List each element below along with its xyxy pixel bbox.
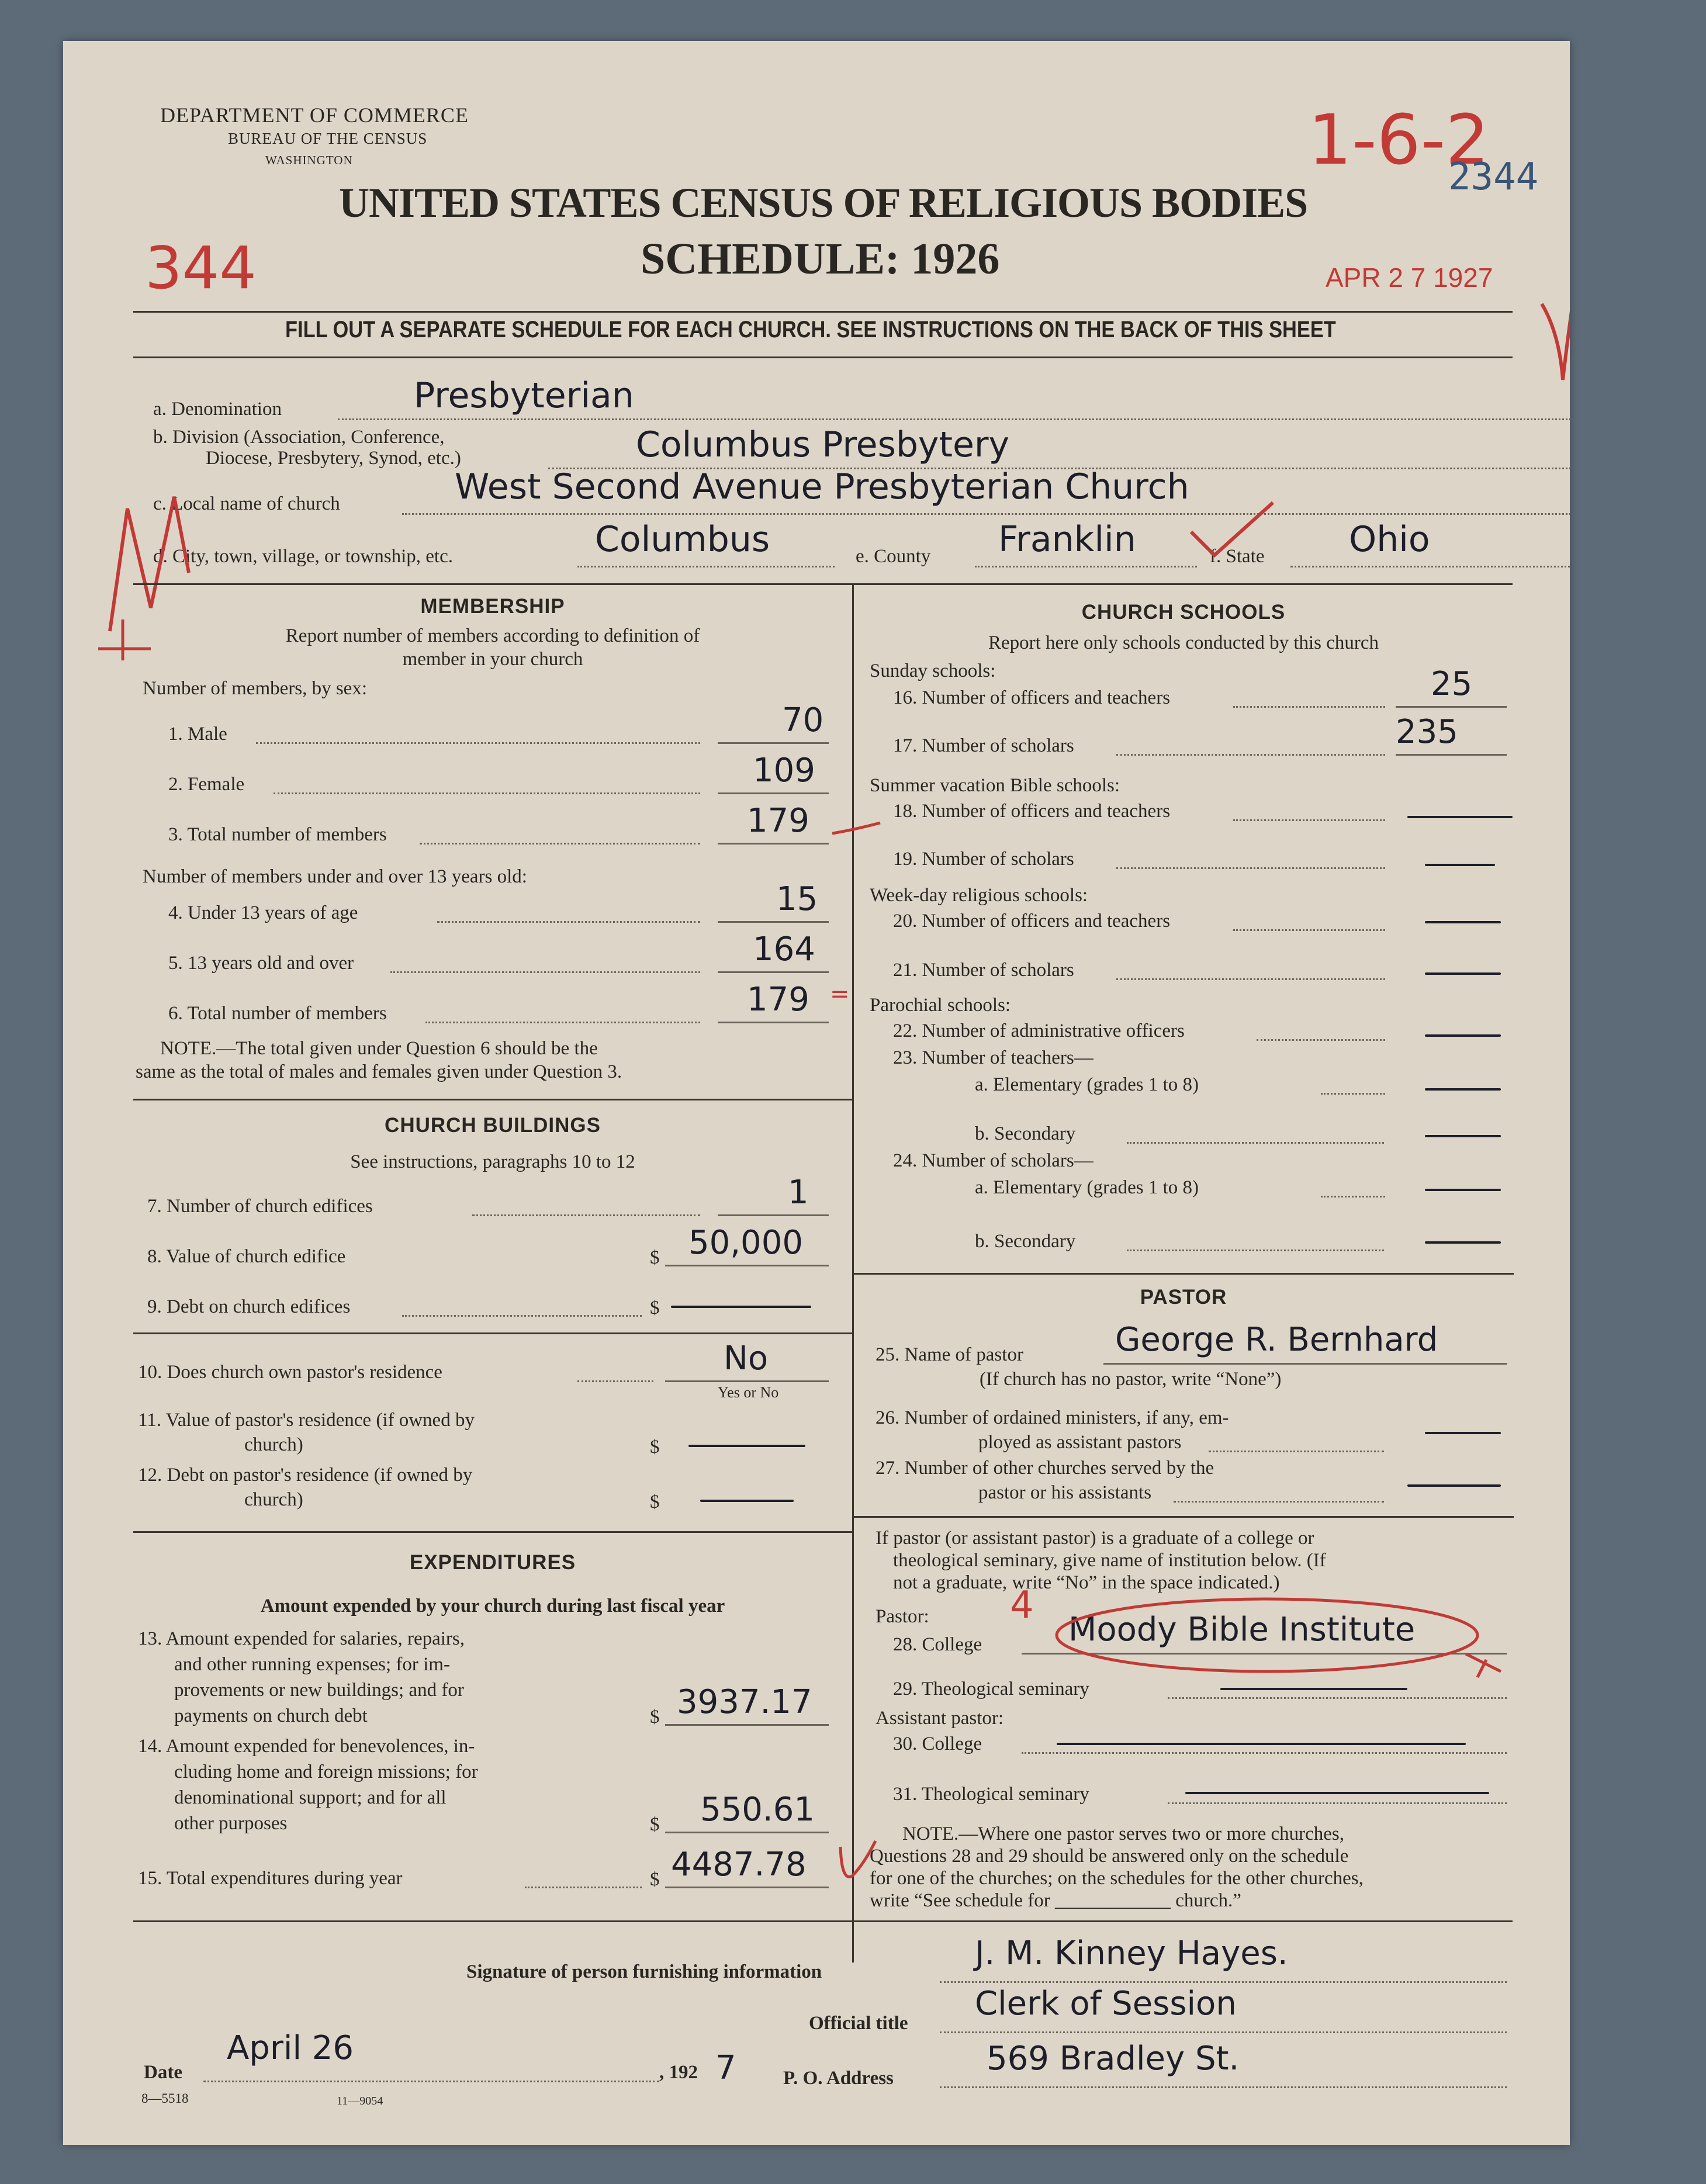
buildings-heading: CHURCH BUILDINGS bbox=[385, 1114, 601, 1137]
answer-line bbox=[718, 921, 829, 923]
q13-label-4: payments on church debt bbox=[174, 1705, 368, 1726]
blank-dash bbox=[1425, 1241, 1501, 1244]
answer-line bbox=[718, 971, 829, 973]
q22-label: 22. Number of administrative officers bbox=[893, 1020, 1185, 1041]
q24-label: 24. Number of scholars— bbox=[893, 1150, 1093, 1171]
q1-answer[interactable]: 70 bbox=[782, 701, 824, 739]
dotted-line bbox=[390, 971, 700, 973]
red-tick-icon: = bbox=[830, 981, 850, 1008]
dollar-sign: $ bbox=[650, 1297, 660, 1318]
red-margin-number: 4 bbox=[1010, 1584, 1034, 1627]
dotted-line bbox=[437, 921, 700, 923]
q17-answer[interactable]: 235 bbox=[1396, 713, 1458, 751]
pastor-note-2: Questions 28 and 29 should be answered only on the schedule bbox=[870, 1846, 1349, 1867]
dotted-line bbox=[525, 1887, 642, 1888]
membership-heading: MEMBERSHIP bbox=[420, 595, 565, 618]
q7-answer[interactable]: 1 bbox=[788, 1174, 809, 1212]
q6-answer[interactable]: 179 bbox=[747, 981, 809, 1019]
blank-dash bbox=[1057, 1743, 1466, 1745]
schools-sub: Report here only schools conducted by this church bbox=[988, 632, 1379, 653]
q11-label: 11. Value of pastor's residence (if owned by bbox=[138, 1410, 475, 1431]
vacation-schools-label: Summer vacation Bible schools: bbox=[870, 775, 1120, 796]
rule bbox=[133, 356, 1513, 358]
city-value[interactable]: Columbus bbox=[595, 519, 770, 560]
answer-line bbox=[665, 1832, 829, 1833]
q28-label: 28. College bbox=[893, 1634, 982, 1655]
division-label: b. Division (Association, Conference, bbox=[153, 427, 445, 448]
dollar-sign: $ bbox=[650, 1491, 660, 1512]
dollar-sign: $ bbox=[650, 1247, 660, 1268]
red-handwritten-code: 1-6-2 bbox=[1308, 99, 1490, 180]
blank-dash bbox=[700, 1500, 794, 1502]
dollar-sign: $ bbox=[650, 1437, 660, 1458]
q3-answer[interactable]: 179 bbox=[747, 802, 809, 840]
blank-dash bbox=[1425, 1135, 1501, 1137]
blank-dash bbox=[671, 1306, 811, 1308]
dotted-line bbox=[203, 2081, 659, 2082]
q24b-label: b. Secondary bbox=[975, 1231, 1076, 1252]
blank-dash bbox=[1185, 1792, 1489, 1794]
q1-label: 1. Male bbox=[168, 724, 227, 745]
q12-label-2: church) bbox=[244, 1489, 303, 1510]
church-name-label: c. Local name of church bbox=[153, 493, 340, 514]
year-prefix: , 192 bbox=[659, 2062, 698, 2083]
membership-note-2: same as the total of males and females given under Question 3. bbox=[136, 1061, 622, 1082]
q23-label: 23. Number of teachers— bbox=[893, 1047, 1093, 1068]
dotted-line bbox=[1233, 819, 1385, 821]
q13-answer[interactable]: 3937.17 bbox=[677, 1683, 812, 1721]
po-address-value[interactable]: 569 Bradley St. bbox=[987, 2040, 1240, 2078]
q31-label: 31. Theological seminary bbox=[893, 1784, 1089, 1805]
q2-answer[interactable]: 109 bbox=[753, 752, 815, 790]
instruction-bar: FILL OUT A SEPARATE SCHEDULE FOR EACH CHURCH. SEE INSTRUCTIONS ON THE BACK OF THIS SHEET bbox=[285, 317, 1336, 342]
answer-line bbox=[1103, 1363, 1507, 1365]
q19-label: 19. Number of scholars bbox=[893, 849, 1074, 870]
q6-label: 6. Total number of members bbox=[168, 1003, 387, 1024]
blank-dash bbox=[1425, 1034, 1501, 1037]
yes-no-hint: Yes or No bbox=[718, 1384, 779, 1401]
q2-label: 2. Female bbox=[168, 774, 245, 795]
q25-note: (If church has no pastor, write “None”) bbox=[980, 1369, 1282, 1390]
pastor-note-4: write “See schedule for ____________ church.” bbox=[870, 1890, 1241, 1911]
dotted-line bbox=[256, 742, 700, 744]
q3-label: 3. Total number of members bbox=[168, 824, 387, 845]
department-label: DEPARTMENT OF COMMERCE bbox=[160, 103, 469, 127]
q13-label-2: and other running expenses; for im- bbox=[174, 1654, 450, 1675]
po-address-label: P. O. Address bbox=[783, 2068, 894, 2089]
parochial-schools-label: Parochial schools: bbox=[870, 995, 1011, 1016]
division-label-2: Diocese, Presbytery, Synod, etc.) bbox=[206, 448, 461, 469]
church-name-value[interactable]: West Second Avenue Presbyterian Church bbox=[455, 466, 1189, 507]
q21-label: 21. Number of scholars bbox=[893, 960, 1074, 981]
date-label: Date bbox=[144, 2062, 182, 2083]
q26-label: 26. Number of ordained ministers, if any, em- bbox=[876, 1407, 1229, 1428]
dotted-line bbox=[1116, 754, 1385, 756]
dotted-line bbox=[1257, 1039, 1385, 1041]
official-title-label: Official title bbox=[809, 2013, 908, 2034]
form-title: UNITED STATES CENSUS OF RELIGIOUS BODIES bbox=[339, 179, 1308, 226]
form-number: 8—5518 bbox=[141, 2091, 189, 2106]
answer-line bbox=[718, 742, 829, 744]
expenditures-heading: EXPENDITURES bbox=[409, 1551, 576, 1574]
blank-dash bbox=[1425, 1088, 1501, 1091]
rule bbox=[853, 1516, 1514, 1518]
dotted-line bbox=[402, 513, 1570, 515]
dotted-line bbox=[1233, 706, 1385, 708]
answer-line bbox=[665, 1380, 829, 1382]
answer-line bbox=[718, 792, 829, 794]
pastor-note-3: for one of the churches; on the schedules for the other churches, bbox=[870, 1868, 1364, 1889]
q28-answer[interactable]: Moody Bible Institute bbox=[1068, 1611, 1416, 1649]
q27-label: 27. Number of other churches served by the bbox=[876, 1458, 1214, 1479]
official-title-value[interactable]: Clerk of Session bbox=[975, 1985, 1237, 2023]
blank-dash bbox=[1425, 972, 1501, 975]
members-by-age-label: Number of members under and over 13 years old: bbox=[143, 866, 527, 887]
q10-label: 10. Does church own pastor's residence bbox=[138, 1362, 442, 1383]
q30-label: 30. College bbox=[893, 1733, 982, 1754]
q29-label: 29. Theological seminary bbox=[893, 1678, 1089, 1700]
q12-label: 12. Debt on pastor's residence (if owned by bbox=[138, 1465, 473, 1486]
answer-line bbox=[718, 1022, 829, 1023]
q13-label-1: 13. Amount expended for salaries, repairs, bbox=[138, 1628, 465, 1649]
q26-label-2: ployed as assistant pastors bbox=[978, 1432, 1182, 1453]
red-check-mark bbox=[1536, 140, 1570, 392]
assistant-pastor-subhead: Assistant pastor: bbox=[876, 1708, 1004, 1729]
red-tick-icon bbox=[830, 812, 883, 842]
dotted-line bbox=[425, 1022, 700, 1023]
sunday-schools-label: Sunday schools: bbox=[870, 660, 996, 681]
q20-label: 20. Number of officers and teachers bbox=[893, 911, 1171, 932]
rule bbox=[133, 1099, 852, 1100]
dotted-line bbox=[1168, 1802, 1507, 1804]
county-label: e. County bbox=[856, 546, 931, 567]
q25-answer[interactable]: George R. Bernhard bbox=[1115, 1321, 1438, 1359]
q5-answer[interactable]: 164 bbox=[753, 930, 815, 968]
census-schedule-sheet bbox=[63, 41, 1570, 2145]
q14-label-4: other purposes bbox=[174, 1813, 288, 1834]
graduate-note-2: theological seminary, give name of institution below. (If bbox=[893, 1550, 1326, 1571]
blank-dash bbox=[1425, 1189, 1501, 1191]
city-label: WASHINGTON bbox=[265, 153, 353, 167]
expenditures-sub: Amount expended by your church during last fiscal year bbox=[260, 1595, 725, 1617]
stamped-number: 2344 bbox=[1448, 155, 1539, 199]
form-number-2: 11—9054 bbox=[337, 2095, 383, 2107]
membership-sub-1: Report number of members according to definition of bbox=[285, 625, 700, 646]
rule bbox=[133, 311, 1513, 313]
rule bbox=[133, 1332, 852, 1334]
rule bbox=[853, 1273, 1514, 1275]
members-by-sex-label: Number of members, by sex: bbox=[143, 678, 367, 699]
q10-answer[interactable]: No bbox=[724, 1340, 769, 1377]
graduate-note-3: not a graduate, write “No” in the space indicated.) bbox=[893, 1572, 1280, 1593]
red-handwritten-number: 344 bbox=[145, 234, 257, 302]
blank-dash bbox=[1407, 1484, 1501, 1487]
dotted-line bbox=[975, 566, 1197, 567]
answer-line bbox=[1396, 706, 1507, 708]
county-value[interactable]: Franklin bbox=[998, 519, 1136, 560]
q24a-label: a. Elementary (grades 1 to 8) bbox=[975, 1177, 1199, 1198]
dotted-line bbox=[1290, 566, 1570, 567]
graduate-note-1: If pastor (or assistant pastor) is a graduate of a college or bbox=[876, 1528, 1314, 1549]
q11-label-2: church) bbox=[244, 1434, 303, 1455]
city-field-label: d. City, town, village, or township, etc. bbox=[153, 546, 453, 567]
schedule-year: SCHEDULE: 1926 bbox=[641, 234, 1000, 283]
dotted-line bbox=[940, 2031, 1507, 2033]
rule bbox=[133, 1920, 1513, 1922]
state-value[interactable]: Ohio bbox=[1349, 519, 1430, 560]
dotted-line bbox=[940, 2086, 1507, 2088]
rule bbox=[133, 1531, 852, 1533]
blank-dash bbox=[1407, 816, 1513, 818]
pastor-heading: PASTOR bbox=[1140, 1286, 1227, 1309]
denomination-value[interactable]: Presbyterian bbox=[414, 375, 634, 416]
rule bbox=[133, 583, 1513, 585]
blank-dash bbox=[688, 1445, 805, 1447]
dotted-line bbox=[1022, 1752, 1507, 1754]
q4-label: 4. Under 13 years of age bbox=[168, 902, 358, 923]
q27-label-2: pastor or his assistants bbox=[978, 1482, 1152, 1503]
buildings-sub: See instructions, paragraphs 10 to 12 bbox=[350, 1151, 635, 1172]
answer-line bbox=[718, 1214, 829, 1216]
dotted-line bbox=[1174, 1501, 1384, 1503]
dotted-line bbox=[1321, 1093, 1385, 1095]
q13-label-3: provements or new buildings; and for bbox=[174, 1680, 464, 1701]
q25-label: 25. Name of pastor bbox=[876, 1344, 1023, 1365]
q18-label: 18. Number of officers and teachers bbox=[893, 801, 1171, 822]
answer-line bbox=[665, 1887, 829, 1888]
year-digit[interactable]: 7 bbox=[715, 2049, 736, 2087]
dotted-line bbox=[1168, 1697, 1507, 1699]
dotted-line bbox=[338, 418, 1570, 420]
q23b-label: b. Secondary bbox=[975, 1123, 1076, 1144]
dotted-line bbox=[402, 1315, 642, 1317]
pastor-note-1: NOTE.—Where one pastor serves two or more churches, bbox=[902, 1823, 1344, 1844]
q7-label: 7. Number of church edifices bbox=[147, 1196, 373, 1217]
answer-line bbox=[665, 1724, 829, 1726]
signature-label: Signature of person furnishing information bbox=[466, 1961, 822, 1982]
answer-line bbox=[665, 1265, 829, 1266]
dotted-line bbox=[274, 792, 700, 794]
dotted-line bbox=[1233, 929, 1385, 931]
q14-answer[interactable]: 550.61 bbox=[700, 1791, 815, 1829]
dotted-line bbox=[472, 1214, 700, 1216]
blank-dash bbox=[1220, 1688, 1407, 1690]
red-circle-mark-icon bbox=[1033, 1590, 1524, 1683]
q8-answer[interactable]: 50,000 bbox=[688, 1224, 803, 1262]
q16-label: 16. Number of officers and teachers bbox=[893, 687, 1171, 708]
division-value[interactable]: Columbus Presbytery bbox=[636, 424, 1010, 465]
blank-dash bbox=[1425, 864, 1495, 866]
signature-value[interactable]: J. M. Kinney Hayes. bbox=[975, 1934, 1288, 1972]
dotted-line bbox=[577, 1380, 653, 1382]
q5-label: 5. 13 years old and over bbox=[168, 953, 354, 974]
answer-line bbox=[718, 843, 829, 844]
weekday-schools-label: Week-day religious schools: bbox=[870, 885, 1088, 906]
q16-answer[interactable]: 25 bbox=[1431, 665, 1473, 703]
dotted-line bbox=[1321, 1196, 1385, 1197]
q8-label: 8. Value of church edifice bbox=[147, 1246, 346, 1267]
dollar-sign: $ bbox=[650, 1814, 660, 1835]
blank-dash bbox=[1425, 1432, 1501, 1434]
pastor-subhead: Pastor: bbox=[876, 1606, 929, 1627]
q14-label-3: denominational support; and for all bbox=[174, 1787, 447, 1808]
q23a-label: a. Elementary (grades 1 to 8) bbox=[975, 1074, 1199, 1095]
dotted-line bbox=[1209, 1451, 1384, 1452]
q14-label-1: 14. Amount expended for benevolences, in- bbox=[138, 1736, 475, 1757]
answer-line bbox=[1396, 754, 1507, 756]
dotted-line bbox=[1116, 867, 1385, 869]
dotted-line bbox=[577, 566, 835, 567]
received-date-stamp: APR 2 7 1927 bbox=[1326, 262, 1493, 293]
bureau-label: BUREAU OF THE CENSUS bbox=[228, 130, 428, 147]
red-check-icon bbox=[1185, 497, 1279, 561]
q15-answer[interactable]: 4487.78 bbox=[671, 1846, 807, 1884]
dollar-sign: $ bbox=[650, 1869, 660, 1890]
dotted-line bbox=[1116, 978, 1385, 980]
dotted-line bbox=[940, 1981, 1507, 1983]
schools-heading: CHURCH SCHOOLS bbox=[1081, 601, 1286, 624]
q14-label-2: cluding home and foreign missions; for bbox=[174, 1761, 478, 1782]
q15-label: 15. Total expenditures during year bbox=[138, 1868, 403, 1889]
q4-answer[interactable]: 15 bbox=[776, 880, 818, 918]
state-label: f. State bbox=[1210, 546, 1265, 567]
dollar-sign: $ bbox=[650, 1707, 660, 1728]
dotted-line bbox=[1127, 1142, 1384, 1144]
dotted-line bbox=[1127, 1250, 1384, 1251]
q17-label: 17. Number of scholars bbox=[893, 735, 1074, 756]
dotted-line bbox=[420, 843, 700, 844]
membership-sub-2: member in your church bbox=[402, 649, 583, 670]
denomination-label: a. Denomination bbox=[153, 399, 282, 420]
date-value[interactable]: April 26 bbox=[227, 2029, 354, 2067]
blank-dash bbox=[1425, 921, 1501, 923]
membership-note-1: NOTE.—The total given under Question 6 should be the bbox=[160, 1038, 598, 1059]
q9-label: 9. Debt on church edifices bbox=[147, 1296, 351, 1317]
